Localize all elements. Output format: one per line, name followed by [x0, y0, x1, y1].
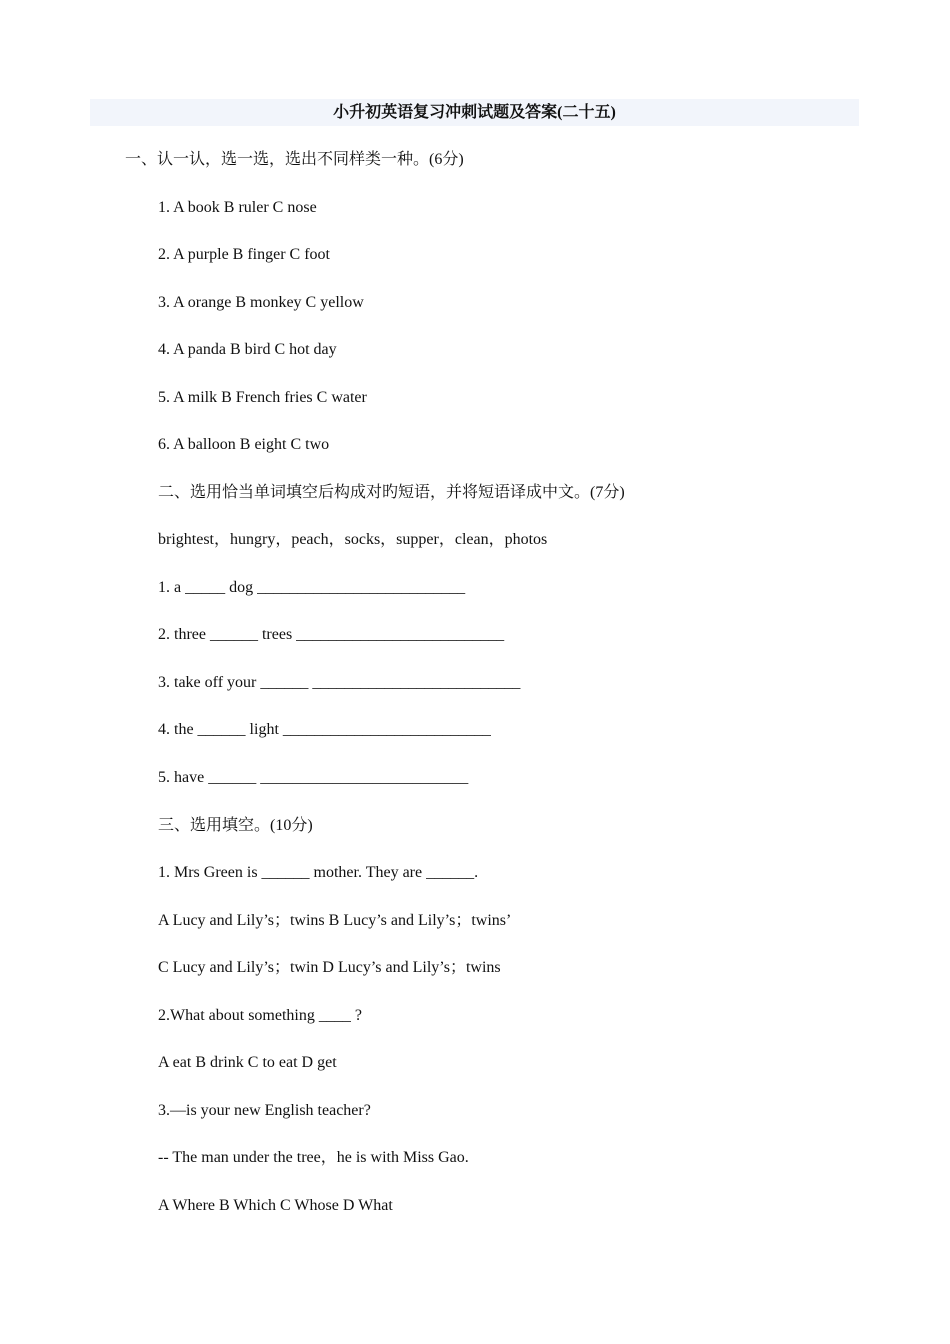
document-title: 小升初英语复习冲刺试题及答案(二十五) [333, 104, 616, 121]
section1-item-5: 5. A milk B French fries C water [158, 389, 367, 406]
section2-item-2: 2. three ______ trees __________________________ [158, 626, 505, 643]
section2-item-1: 1. a _____ dog __________________________ [158, 579, 466, 596]
section2-item-5: 5. have ______ __________________________ [158, 769, 469, 786]
section2-item-4: 4. the ______ light __________________________ [158, 721, 491, 738]
section2-heading: 二、选用恰当单词填空后构成对旳短语，并将短语译成中文。(7分) [158, 484, 625, 501]
section3-line-8: A Where B Which C Whose D What [158, 1197, 393, 1214]
section2-word-bank: brightest，hungry，peach，socks，supper，clean，photos [158, 531, 548, 548]
section1-item-1: 1. A book B ruler C nose [158, 199, 317, 216]
section1-item-6: 6. A balloon B eight C two [158, 436, 330, 453]
section3-line-4: 2.What about something ____ ? [158, 1007, 362, 1024]
section3-line-7: -- The man under the tree，he is with Miss Gao. [158, 1149, 469, 1166]
section2-item-3: 3. take off your ______ __________________________ [158, 674, 521, 691]
section3-line-2: A Lucy and Lily’s；twins B Lucy’s and Lily’s；twins’ [158, 912, 512, 929]
section3-line-3: C Lucy and Lily’s；twin D Lucy’s and Lily’s；twins [158, 959, 501, 976]
section1-item-4: 4. A panda B bird C hot day [158, 341, 337, 358]
section1-heading: 一、认一认，选一选，选出不同样类一种。(6分) [125, 151, 464, 168]
section3-line-6: 3.—is your new English teacher? [158, 1102, 371, 1119]
section1-item-3: 3. A orange B monkey C yellow [158, 294, 364, 311]
section3-line-5: A eat B drink C to eat D get [158, 1054, 337, 1071]
section3-line-1: 1. Mrs Green is ______ mother. They are ______. [158, 864, 479, 881]
section3-heading: 三、选用填空。(10分) [158, 817, 313, 834]
section1-item-2: 2. A purple B finger C foot [158, 246, 330, 263]
